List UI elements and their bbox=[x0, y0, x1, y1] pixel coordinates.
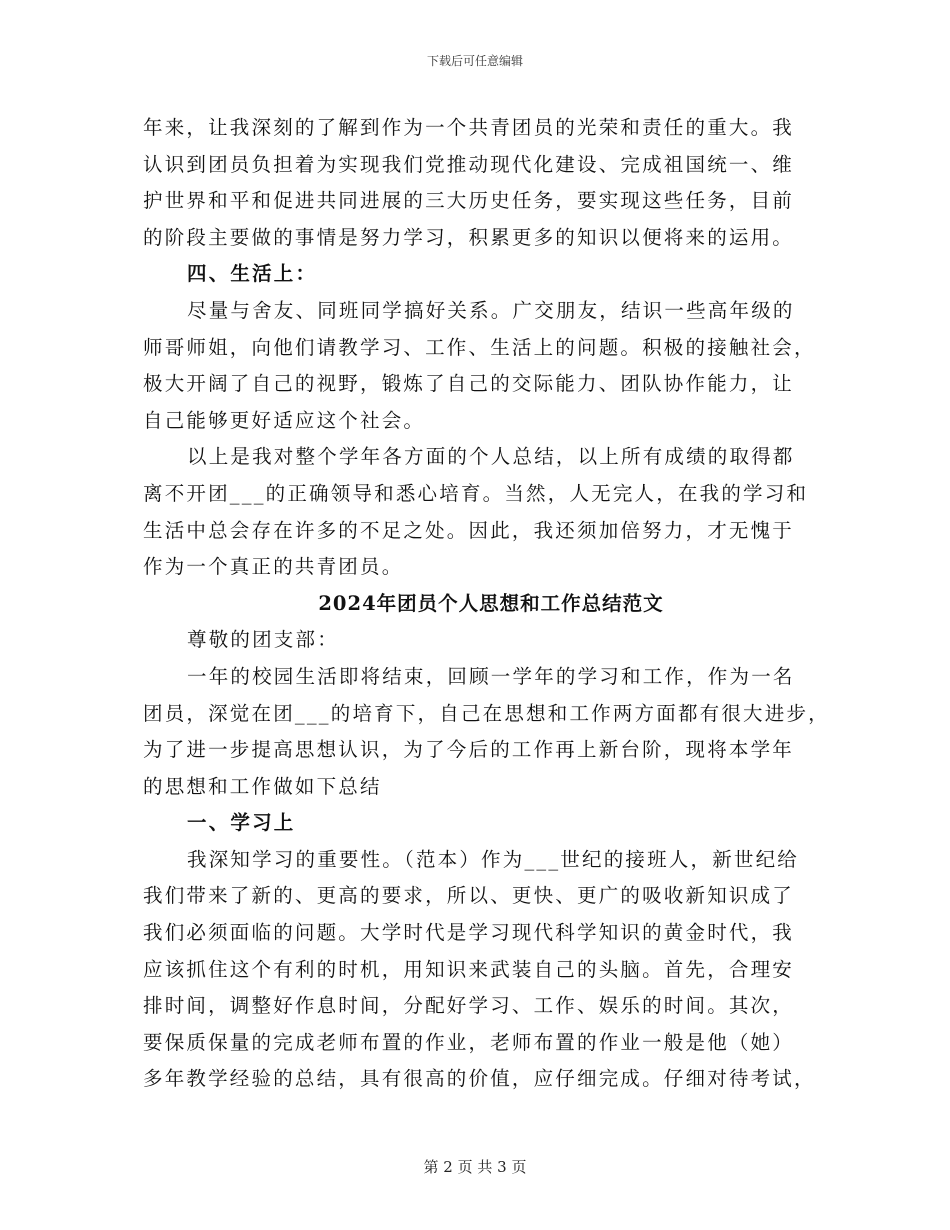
paragraph-line: 的阶段主要做的事情是努力学习，积累更多的知识以便将来的运用。 bbox=[143, 225, 795, 249]
paragraph-line: 我们必须面临的问题。大学时代是学习现代科学知识的黄金时代，我 bbox=[143, 921, 795, 945]
page-number: 第 2 页 共 3 页 bbox=[423, 1158, 527, 1176]
paragraph-line: 护世界和平和促进共同进展的三大历史任务，要实现这些任务，目前 bbox=[143, 189, 795, 213]
paragraph-line: 为了进一步提高思想认识，为了今后的工作再上新台阶，现将本学年 bbox=[143, 738, 795, 762]
paragraph-line: 自己能够更好适应这个社会。 bbox=[143, 408, 426, 432]
paragraph-line: 作为一个真正的共青团员。 bbox=[143, 555, 404, 579]
section-heading: 四、生活上： bbox=[187, 262, 318, 286]
header-note: 下载后可任意编辑 bbox=[426, 54, 523, 68]
paragraph-line: 多年教学经验的总结，具有很高的价值，应仔细完成。仔细对待考试， bbox=[143, 1067, 816, 1091]
paragraph-line: 师哥师姐，向他们请教学习、工作、生活上的问题。积极的接触社会， bbox=[143, 335, 816, 359]
paragraph-line: 团员，深觉在团___的培育下，自己在思想和工作两方面都有很大进步， bbox=[143, 701, 830, 725]
paragraph-line: 极大开阔了自己的视野，锻炼了自己的交际能力、团队协作能力，让 bbox=[143, 372, 795, 396]
salutation: 尊敬的团支部： bbox=[187, 628, 339, 652]
paragraph-line: 我深知学习的重要性。（范本）作为___世纪的接班人，新世纪给 bbox=[187, 847, 800, 871]
paragraph-line: 要保质保量的完成老师布置的作业，老师布置的作业一般是他（她） bbox=[143, 1030, 795, 1054]
paragraph-line: 生活中总会存在许多的不足之处。因此，我还须加倍努力，才无愧于 bbox=[143, 518, 795, 542]
document-body bbox=[143, 110, 830, 1098]
document-title: 2024年团员个人思想和工作总结范文 bbox=[318, 591, 664, 615]
paragraph-line: 排时间，调整好作息时间，分配好学习、工作、娱乐的时间。其次， bbox=[143, 994, 795, 1018]
paragraph-line: 的思想和工作做如下总结 bbox=[143, 774, 382, 798]
paragraph-line: 尽量与舍友、同班同学搞好关系。广交朋友，结识一些高年级的 bbox=[187, 298, 795, 322]
paragraph-line: 应该抓住这个有利的时机，用知识来武装自己的头脑。首先，合理安 bbox=[143, 957, 795, 981]
paragraph-line: 认识到团员负担着为实现我们党推动现代化建设、完成祖国统一、维 bbox=[143, 152, 795, 176]
paragraph-line: 一年的校园生活即将结束，回顾一学年的学习和工作，作为一名 bbox=[187, 664, 795, 688]
paragraph-line: 离不开团___的正确领导和悉心培育。当然，人无完人，在我的学习和 bbox=[143, 481, 809, 505]
paragraph-line: 我们带来了新的、更高的要求，所以、更快、更广的吸收新知识成了 bbox=[143, 884, 795, 908]
paragraph-line: 年来，让我深刻的了解到作为一个共青团员的光荣和责任的重大。我 bbox=[143, 116, 795, 139]
paragraph-line: 以上是我对整个学年各方面的个人总结，以上所有成绩的取得都 bbox=[187, 445, 795, 469]
section-heading: 一、学习上 bbox=[187, 811, 296, 835]
